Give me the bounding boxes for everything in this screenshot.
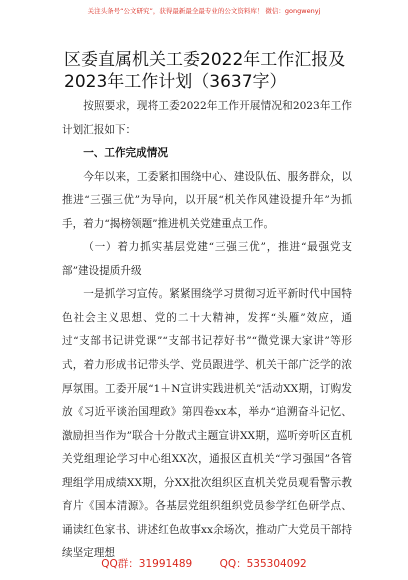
footer-qq-group: QQ群：31991489 <box>101 558 193 570</box>
body-paragraph: 一是抓学习宣传。紧紧围绕学习贯彻习近平新时代中国特色社会主义思想、党的二十大精神，发挥“头雁”效应，通过“支部书记讲党课”“支部书记荐好书”“微党课大家讲”等形式，着力形成书记带头学、党员跟进学、机关干部广泛学的浓厚氛围。工委开展“1＋N宣讲实践进机关”活动XX期，订购发放《习近平谈治国理政》第四卷xx本，举办“追溯奋斗记忆、激励担当作为”联合十分散式主题宣讲XX期，巡听旁听区直机关党组理论学习中心组XX次，通报区直机关“学习强国”各管理组学用成绩XX期，分XX批次组织区直机关党员观看警示教育片《国本清源》。各基层党组织组织党员参学红色研学点、诵读红色家书、讲述红色故事xx余场次，推动广大党员干部持续坚定理想 <box>62 288 352 560</box>
intro-paragraph: 按照要求，现将工委2022年工作开展情况和2023年工作计划汇报如下： <box>62 100 352 136</box>
document-body <box>62 95 352 566</box>
footer-contact <box>0 556 408 571</box>
footer-qq: QQ：535304092 <box>219 558 307 570</box>
subsection-heading: （一）着力抓实基层党建“三强三优”，推进“最强党支部”建设提质升级 <box>62 241 352 277</box>
body-paragraph: 今年以来，工委紧扣围绕中心、建设队伍、服务群众，以推进“三强三优”为导向，以开展“机关作风建设提升年”为抓手，着力“揭榜领题”推进机关党建重点工作。 <box>62 170 352 230</box>
document-title: 区委直属机关工委2022年工作汇报及2023年工作计划（3637字） <box>64 50 346 92</box>
section-heading: 一、工作完成情况 <box>83 147 168 160</box>
watermark-banner: 关注头条号“公文研究”，获得最新最全最专业的公文资料库！ 微信：gongwenyj <box>87 7 321 15</box>
